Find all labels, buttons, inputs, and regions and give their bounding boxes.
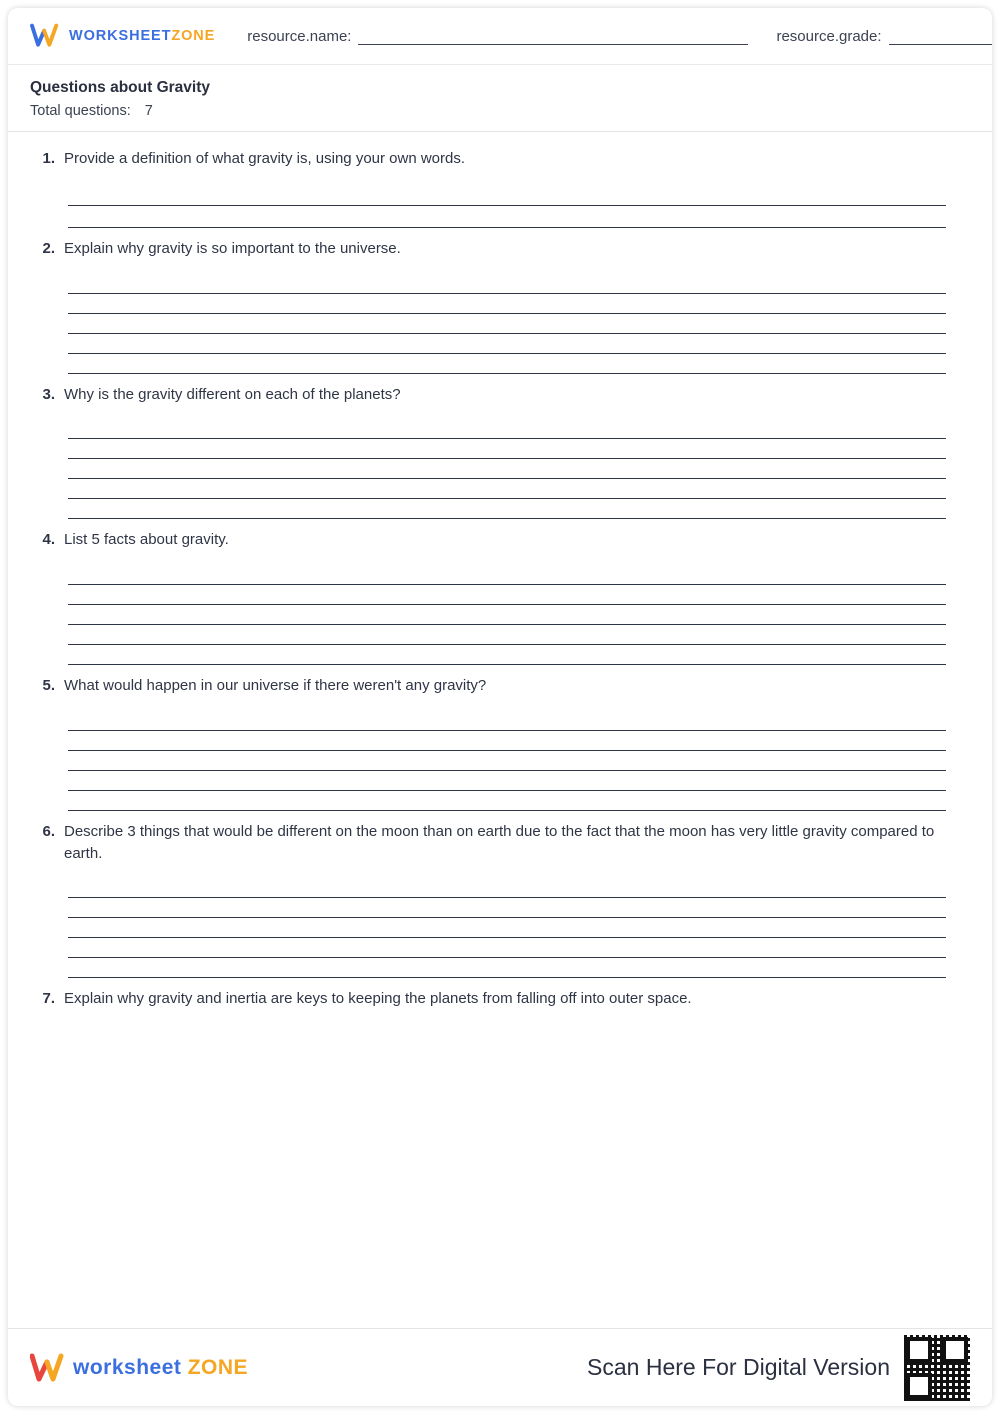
question-number: 3.: [42, 385, 55, 403]
grade-rule[interactable]: [889, 31, 992, 45]
footer-brand-word-zone: ZONE: [187, 1355, 249, 1379]
w-logo-icon: [30, 1353, 64, 1383]
answer-line[interactable]: [68, 419, 946, 439]
questions-list: [8, 132, 992, 1010]
answer-line[interactable]: [68, 274, 946, 294]
footer-brand-logo: [30, 1353, 248, 1383]
question-text: List 5 facts about gravity.: [64, 531, 229, 549]
answer-line[interactable]: [68, 791, 946, 811]
question-header: [38, 988, 952, 1010]
question-item: [38, 675, 952, 811]
question-text: Explain why gravity is so important to the universe.: [64, 239, 401, 257]
answer-lines[interactable]: [68, 184, 952, 228]
answer-line[interactable]: [68, 499, 946, 519]
question-number: 6.: [42, 822, 55, 840]
question-item: [38, 821, 952, 979]
question-header: [38, 148, 952, 170]
page-header: [8, 8, 992, 65]
brand-logo: [30, 23, 215, 49]
brand-word-worksheet: WORKSHEET: [69, 28, 172, 44]
answer-lines[interactable]: [68, 711, 952, 811]
question-item: [38, 148, 952, 228]
question-number: 2.: [42, 239, 55, 257]
question-number: 1.: [42, 150, 55, 167]
question-header: [38, 238, 952, 260]
answer-lines[interactable]: [68, 274, 952, 374]
answer-line[interactable]: [68, 771, 946, 791]
question-number: 4.: [42, 531, 55, 549]
answer-line[interactable]: [68, 878, 946, 898]
question-text: What would happen in our universe if there weren't any gravity?: [64, 677, 487, 694]
footer-brand-word-worksheet: worksheet: [73, 1355, 182, 1379]
answer-line[interactable]: [68, 334, 946, 354]
page-title: Questions about Gravity: [30, 79, 211, 96]
answer-lines[interactable]: [68, 419, 952, 519]
grade-label: resource.grade:: [776, 27, 882, 45]
answer-line[interactable]: [68, 625, 946, 645]
title-block: [8, 65, 992, 132]
answer-line[interactable]: [68, 585, 946, 605]
answer-line[interactable]: [68, 711, 946, 731]
question-text: Explain why gravity and inertia are keys to keeping the planets from falling off into outer space.: [64, 990, 692, 1008]
question-header: [38, 675, 952, 697]
answer-line[interactable]: [68, 645, 946, 665]
answer-line[interactable]: [68, 439, 946, 459]
scan-label: Scan Here For Digital Version: [587, 1354, 890, 1380]
worksheet-page: [8, 8, 992, 1406]
question-header: [38, 529, 952, 551]
answer-line[interactable]: [68, 958, 946, 978]
answer-line[interactable]: [68, 294, 946, 314]
answer-line[interactable]: [68, 918, 946, 938]
answer-line[interactable]: [68, 459, 946, 479]
question-item: [38, 988, 952, 1010]
answer-lines[interactable]: [68, 565, 952, 665]
question-number: 7.: [42, 990, 55, 1008]
question-header: [38, 821, 952, 865]
question-item: [38, 238, 952, 374]
answer-line[interactable]: [68, 605, 946, 625]
answer-line[interactable]: [68, 479, 946, 499]
page-footer: [8, 1328, 992, 1406]
grade-field[interactable]: [776, 28, 992, 45]
student-name-label: resource.name:: [247, 27, 352, 45]
question-number: 5.: [42, 677, 55, 694]
question-text: Why is the gravity different on each of the planets?: [64, 385, 401, 403]
answer-line[interactable]: [68, 751, 946, 771]
answer-line[interactable]: [68, 206, 946, 228]
answer-line[interactable]: [68, 565, 946, 585]
question-item: [38, 384, 952, 520]
answer-line[interactable]: [68, 184, 946, 206]
question-text: Provide a definition of what gravity is, using your own words.: [64, 150, 466, 167]
answer-line[interactable]: [68, 898, 946, 918]
footer-scan-area: [587, 1335, 970, 1401]
footer-brand-wordmark: [73, 1356, 248, 1380]
question-item: [38, 529, 952, 665]
answer-line[interactable]: [68, 354, 946, 374]
w-logo-icon: [30, 23, 60, 49]
student-name-rule[interactable]: [358, 31, 748, 45]
total-questions-count: 7: [144, 103, 153, 119]
brand-wordmark: [69, 28, 215, 44]
answer-line[interactable]: [68, 314, 946, 334]
question-text: Describe 3 things that would be different on the moon than on earth due to the fact that the moon has very little gravity compared to earth.: [64, 822, 935, 862]
qr-code-icon[interactable]: [904, 1335, 970, 1401]
total-questions-label: Total questions:: [30, 103, 131, 119]
answer-line[interactable]: [68, 938, 946, 958]
question-header: [38, 384, 952, 406]
answer-lines[interactable]: [68, 878, 952, 978]
total-questions: [30, 103, 970, 119]
answer-line[interactable]: [68, 731, 946, 751]
brand-word-zone: ZONE: [171, 28, 216, 44]
student-name-field[interactable]: [247, 28, 748, 45]
